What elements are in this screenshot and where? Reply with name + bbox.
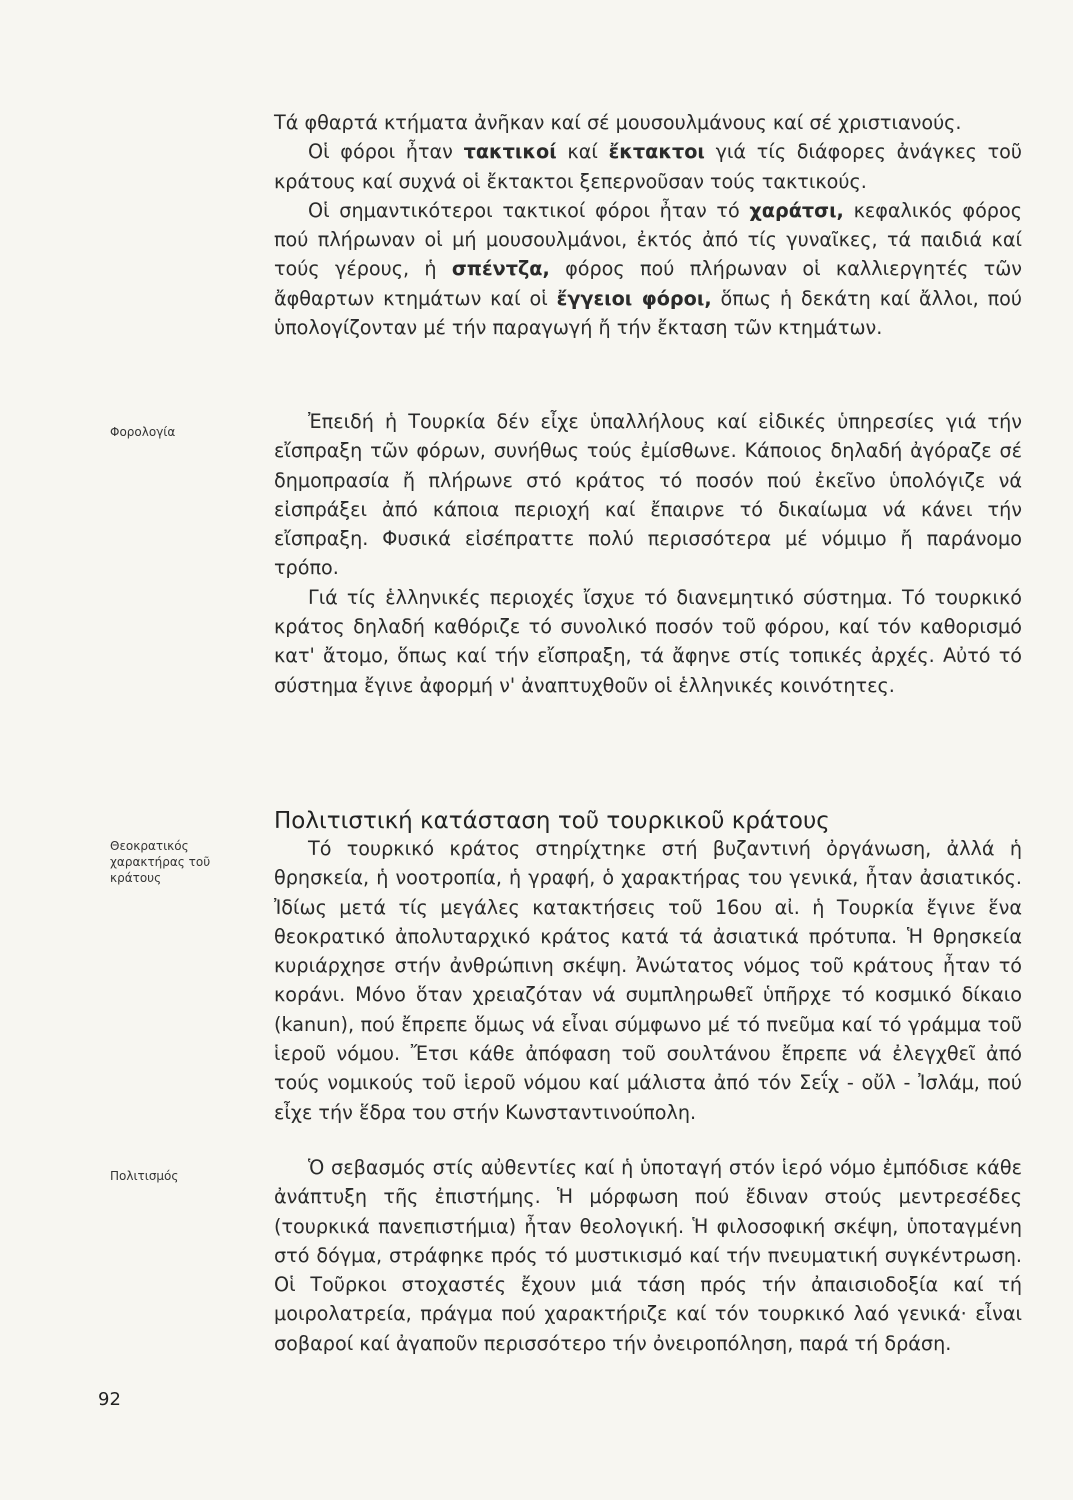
bold-term: ἔκτακτοι [608, 140, 705, 164]
margin-note-theocratic: Θεοκρατικός χαρακτήρας τοῦ κράτους [110, 839, 211, 885]
text-block-theocratic-state [274, 834, 1022, 1127]
text-block-tax-collection [274, 407, 1022, 700]
margin-note-culture: Πολιτισμός [110, 1169, 179, 1183]
paragraph: Τό τουρκικό κράτος στηρίχτηκε στή βυζαντινή ὀργάνωση, ἀλλά ἡ θρησκεία, ἡ νοοτροπία, ἡ γραφή, ὁ χαρακτήρας του γενικά, ἦταν ἀσιατικός. Ἰδίως μετά τίς μεγάλες κατακτήσεις τοῦ 16ου αἰ. ἡ Τουρκία ἔγινε ἕνα θεοκρατικό ἀπολυταρχικό κράτος κατά τά ἀσιατικά πρότυπα. Ἡ θρησκεία κυριάρχησε στήν ἀνθρώπινη σκέψη. Ἀνώτατος νόμος τοῦ κράτους ἦταν τό κοράνι. Μόνο ὅταν χρειαζόταν νά συμπληρωθεῖ ὑπῆρχε τό κοσμικό δίκαιο (kanun), πού ἔπρεπε ὅμως νά εἶναι σύμφωνο μέ τό πνεῦμα καί τό γράμμα τοῦ ἱεροῦ νόμου. Ἔτσι κάθε ἀπόφαση τοῦ σουλτάνου ἔπρεπε νά ἐλεγχθεῖ ἀπό τούς νομικούς τοῦ ἱεροῦ νόμου καί μάλιστα ἀπό τόν Σεΐχ - οὔλ - Ἰσλάμ, πού εἶχε τήν ἕδρα του στήν Κωνσταντινούπολη. [274, 837, 1022, 1124]
bold-term: σπέντζα, [451, 257, 550, 281]
page-number: 92 [98, 1389, 121, 1410]
bold-term: ἔγγειοι φόροι, [556, 286, 712, 310]
paragraph: Γιά τίς ἑλληνικές περιοχές ἴσχυε τό διανεμητικό σύστημα. Τό τουρκικό κράτος δηλαδή καθόριζε τό συνολικό ποσόν τοῦ φόρου, καί τόν καθορισμό κατ' ἄτομο, ὅπως καί τήν εἴσπραξη, τά ἄφηνε στίς τοπικές ἀρχές. Αὐτό τό σύστημα ἔγινε ἀφορμή ν' ἀναπτυχθοῦν οἱ ἑλληνικές κοινότητες. [274, 585, 1022, 697]
text-block-culture [274, 1153, 1022, 1358]
bold-term: χαράτσι, [749, 198, 844, 222]
paragraph: Οἱ φόροι ἦταν τακτικοί καί ἔκτακτοι γιά τίς διάφορες ἀνάγκες τοῦ κράτους καί συχνά οἱ ἔκτακτοι ξεπερνοῦσαν τούς τακτικούς. [274, 140, 1023, 193]
margin-note-taxation: Φορολογία [110, 425, 176, 439]
section-heading: Πολιτιστική κατάσταση τοῦ τουρκικοῦ κράτους [274, 808, 830, 835]
text-block-property-taxes [274, 108, 1022, 342]
paragraph: Τά φθαρτά κτήματα ἀνῆκαν καί σέ μουσουλμάνους καί σέ χριστιανούς. [274, 111, 962, 134]
bold-term: τακτικοί [463, 140, 557, 164]
paragraph: Ὁ σεβασμός στίς αὐθεντίες καί ἡ ὑποταγή στόν ἱερό νόμο ἐμπόδισε κάθε ἀνάπτυξη τῆς ἐπιστήμης. Ἡ μόρφωση πού ἔδιναν στούς μεντρεσέδες (τουρκικά πανεπιστήμια) ἦταν θεολογική. Ἡ φιλοσοφική σκέψη, ὑποταγμένη στό δόγμα, στράφηκε πρός τό μυστικισμό καί τήν πνευματική συγκέντρωση. Οἱ Τοῦρκοι στοχαστές ἔχουν μιά τάση πρός τήν ἀπαισιοδοξία καί τή μοιρολατρεία, πράγμα πού χαρακτήριζε καί τόν τουρκικό λαό γενικά· εἶναι σοβαροί καί ἀγαποῦν περισσότερο τήν ὀνειροπόληση, παρά τή δράση. [274, 1156, 1022, 1355]
paragraph: Ἐπειδή ἡ Τουρκία δέν εἶχε ὑπαλλήλους καί εἰδικές ὑπηρεσίες γιά τήν εἴσπραξη τῶν φόρων, συνήθως τούς ἐμίσθωνε. Κάποιος δηλαδή ἀγόραζε σέ δημοπρασία ἤ πλήρωνε στό κράτος τό ποσόν πού ἐκεῖνο ὑπολόγιζε νά εἰσπράξει ἀπό κάποια περιοχή καί ἔπαιρνε τό δικαίωμα νά κάνει τήν εἴσπραξη. Φυσικά εἰσέπραττε πολύ περισσότερα μέ νόμιμο ἤ παράνομο τρόπο. [274, 410, 1022, 580]
paragraph: Οἱ σημαντικότεροι τακτικοί φόροι ἦταν τό χαράτσι, κεφαλικός φόρος πού πλήρωναν οἱ μή μουσουλμάνοι, ἐκτός ἀπό τίς γυναῖκες, τά παιδιά καί τούς γέρους, ἡ σπέντζα, φόρος πού πλήρωναν οἱ καλλιεργητές τῶν ἄφθαρτων κτημάτων καί οἱ ἔγγειοι φόροι, ὅπως ἡ δεκάτη καί ἄλλοι, πού ὑπολογίζονταν μέ τήν παραγωγή ἤ τήν ἔκταση τῶν κτημάτων. [274, 198, 1022, 340]
